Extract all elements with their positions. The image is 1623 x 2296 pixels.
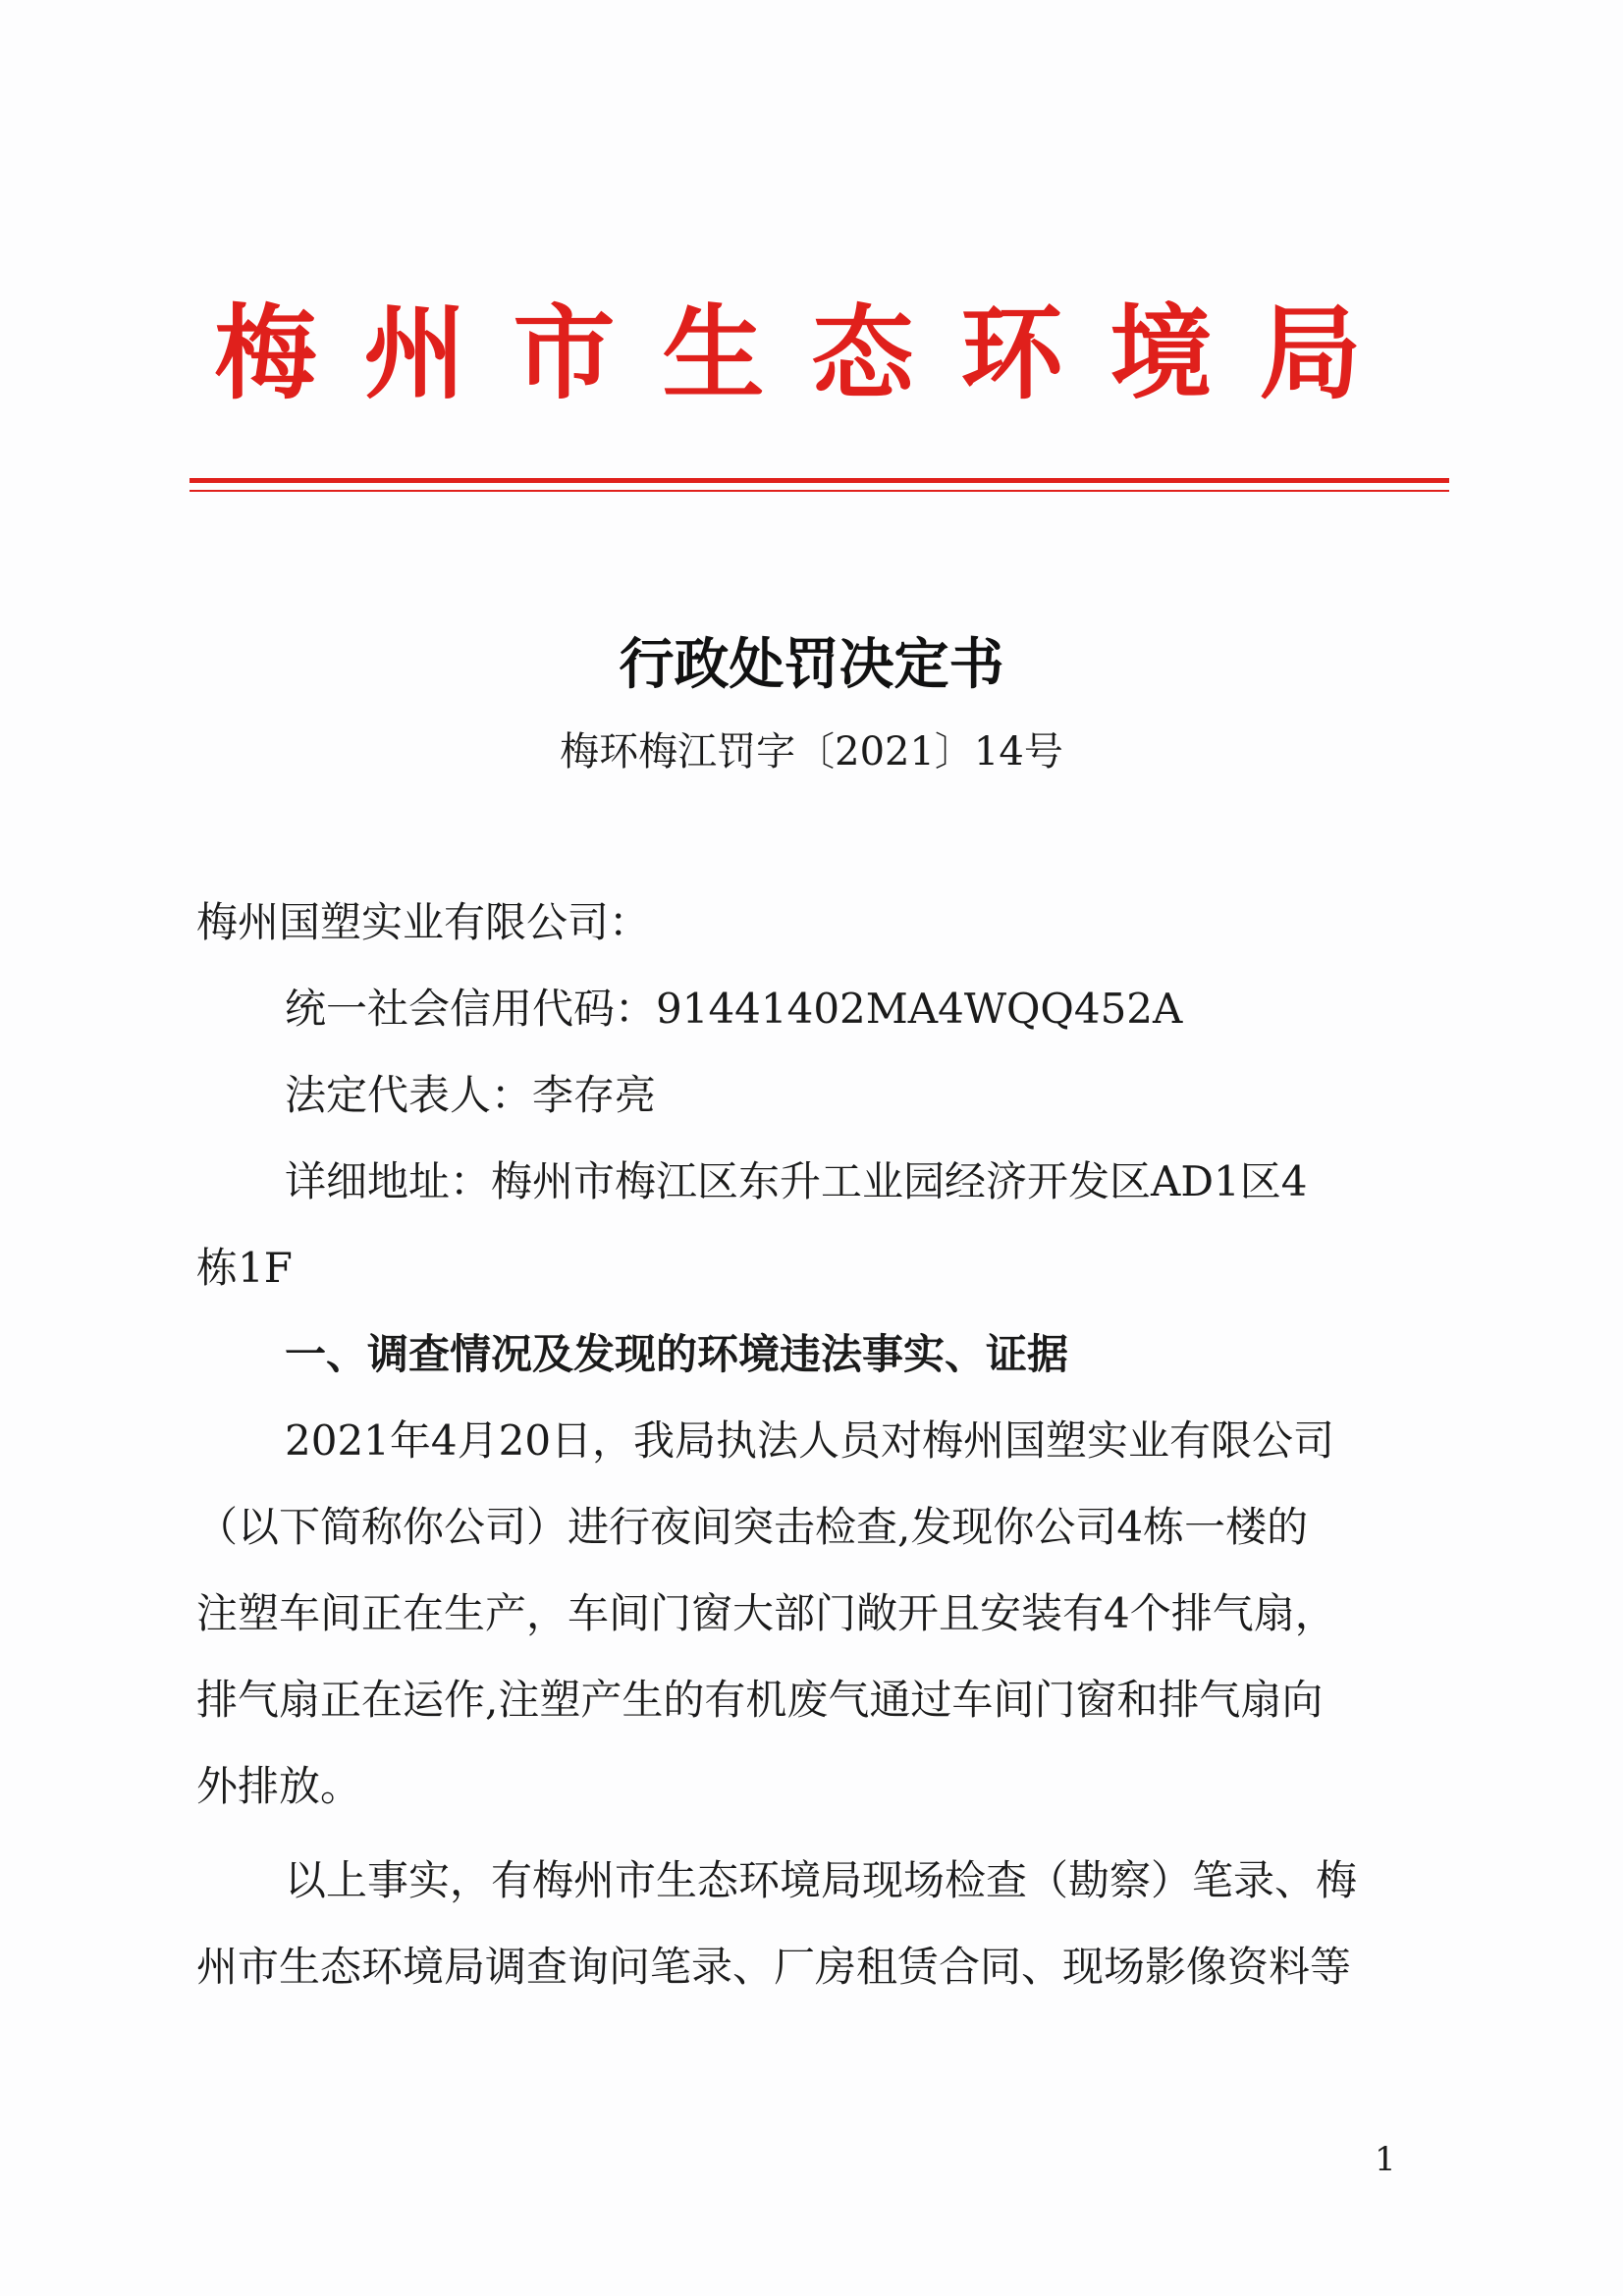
paragraph-line: 以上事实，有梅州市生态环境局现场检查（勘察）笔录、梅 [285, 1856, 1358, 1904]
recipient-company: 梅州国塑实业有限公司： [196, 898, 651, 946]
address-line-2: 栋1F [196, 1244, 293, 1292]
paragraph-line: 注塑车间正在生产，车间门窗大部门敞开且安装有4个排气扇， [196, 1589, 1336, 1637]
paragraph-line: 州市生态环境局调查询问笔录、厂房租赁合同、现场影像资料等 [196, 1943, 1352, 1991]
paragraph-line: 2021年4月20日，我局执法人员对梅州国塑实业有限公司 [285, 1416, 1335, 1465]
header-rule-thick [189, 478, 1449, 483]
credit-code: 统一社会信用代码：91441402MA4WQQ452A [285, 985, 1183, 1033]
agency-name: 梅州市生态环境局 [214, 293, 1409, 413]
document-title: 行政处罚决定书 [619, 632, 1004, 697]
paragraph-line: 排气扇正在运作,注塑产生的有机废气通过车间门窗和排气扇向 [196, 1676, 1324, 1724]
page-number: 1 [1375, 2140, 1396, 2179]
address-line-1: 详细地址：梅州市梅江区东升工业园经济开发区AD1区4 [285, 1157, 1308, 1205]
section-heading: 一、调查情况及发现的环境违法事实、证据 [285, 1330, 1069, 1378]
paragraph-line: 外排放。 [196, 1762, 362, 1810]
header-rule-thin [189, 490, 1449, 492]
paragraph-line: （以下简称你公司）进行夜间突击检查,发现你公司4栋一楼的 [196, 1503, 1309, 1551]
document-number: 梅环梅江罚字〔2021〕14号 [560, 729, 1063, 774]
legal-representative: 法定代表人：李存亮 [285, 1071, 657, 1119]
